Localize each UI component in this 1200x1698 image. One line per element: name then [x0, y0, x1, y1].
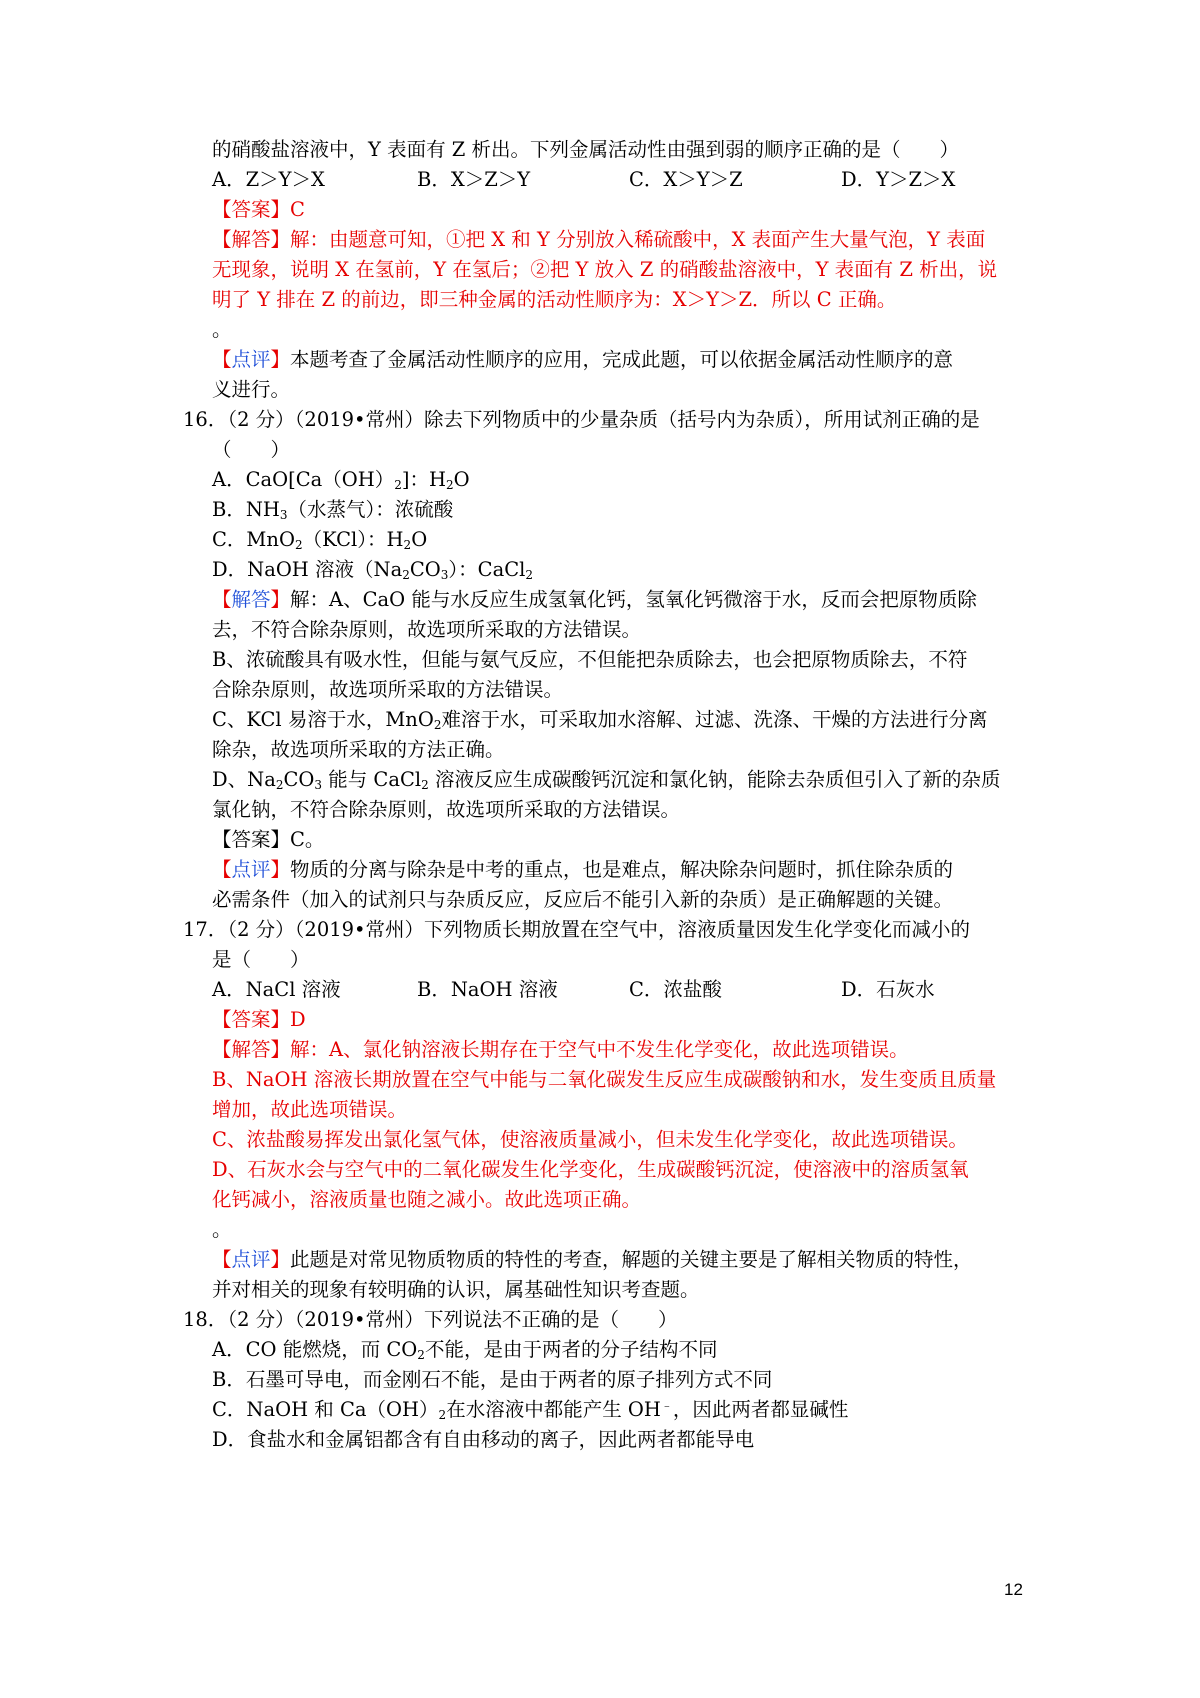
comment-tag: 点评 [231, 348, 271, 371]
text: D、Na [212, 768, 276, 791]
q16-paren: （ ） [212, 438, 291, 461]
text: ]：H [401, 468, 447, 491]
q17-explain-line-1 [212, 1035, 909, 1065]
q15-options [212, 165, 955, 195]
text: A．CaO[Ca（OH） [212, 468, 395, 491]
superscript: ﹣ [660, 1398, 673, 1412]
text: A．CO 能燃烧，而 CO [212, 1338, 418, 1361]
subscript: 2 [446, 478, 454, 492]
q18-option-d: D．食盐水和金属铝都含有自由移动的离子，因此两者都能导电 [212, 1428, 755, 1451]
q17-option-d: D．石灰水 [841, 978, 935, 1001]
subscript: 2 [525, 568, 533, 582]
answer-value: D [290, 1008, 306, 1031]
q16-explain-a-line-2: 去，不符合除杂原则，故选项所采取的方法错误。 [212, 618, 642, 641]
q16-option-d [212, 555, 533, 585]
explain-tag: 解答 [231, 588, 271, 611]
q16-explain-d-line-1 [212, 765, 1000, 795]
text: CO [409, 558, 441, 581]
q16-explain-b-line-1: B、浓硫酸具有吸水性，但能与氨气反应，不但能把杂质除去，也会把原物质除去，不符 [212, 648, 968, 671]
q15-option-b: B．X＞Z＞Y [417, 168, 531, 191]
q16-explain-c-line-1 [212, 705, 988, 735]
comment-tag: 点评 [231, 1248, 271, 1271]
q18-option-b: B．石墨可导电，而金刚石不能，是由于两者的原子排列方式不同 [212, 1368, 773, 1391]
q15-explain-line-1 [212, 225, 985, 255]
subscript: 2 [438, 1408, 447, 1422]
text: 难溶于水，可采取加水溶解、过滤、洗涤、干燥的方法进行分离 [441, 708, 988, 731]
q15-stem: 的硝酸盐溶液中，Y 表面有 Z 析出。下列金属活动性由强到弱的顺序正确的是（ ） [212, 138, 960, 161]
q17-explain-line-5: D、石灰水会与空气中的二氧化碳发生化学变化，生成碳酸钙沉淀，使溶液中的溶质氢氧 [212, 1158, 969, 1181]
q17-explain-line-3: 增加，故此选项错误。 [212, 1098, 408, 1121]
q15-explain-line-3: 明了 Y 排在 Z 的前边，即三种金属的活动性顺序为：X＞Y＞Z．所以 C 正确。 [212, 288, 897, 311]
text: ，因此两者都显碱性 [672, 1398, 849, 1421]
q18-option-c [212, 1395, 848, 1425]
text: 能与 CaCl [322, 768, 422, 791]
comment-tag-bracket: 【 [212, 348, 232, 371]
comment-text: 此题是对常见物质物质的特性的考查，解题的关键主要是了解相关物质的特性， [290, 1248, 973, 1271]
q17-stem: 17．（2 分）（2019•常州）下列物质长期放置在空气中，溶液质量因发生化学变化而减小的 [183, 918, 971, 941]
q18-stem: 18．（2 分）（2019•常州）下列说法不正确的是（ ） [183, 1308, 678, 1331]
page-number: 12 [1004, 1580, 1023, 1599]
comment-tag-bracket: 】 [270, 348, 291, 371]
explain-tag-bracket: 】 [270, 588, 291, 611]
explain-tag-bracket: 【 [212, 588, 232, 611]
q15-option-a: A．Z＞Y＞X [212, 168, 325, 191]
q15-answer [212, 195, 305, 225]
q17-dot: 。 [212, 1218, 232, 1241]
q17-options [212, 975, 935, 1005]
text: （水蒸气）：浓硫酸 [287, 498, 454, 521]
subscript: 2 [417, 1348, 425, 1362]
q15-option-c: C．X＞Y＞Z [629, 168, 743, 191]
q17-comment-line-2: 并对相关的现象有较明确的认识，属基础性知识考查题。 [212, 1278, 700, 1301]
answer-tag: 【答案】 [212, 198, 291, 221]
comment-tag-bracket: 】 [270, 1248, 291, 1271]
explain-tag: 【解答】 [212, 228, 291, 251]
q16-explain-b-line-2: 合除杂原则，故选项所采取的方法错误。 [212, 678, 564, 701]
comment-tag-bracket: 】 [270, 858, 291, 881]
explain-tag: 【解答】 [212, 1038, 291, 1061]
text: （KCl）：H [302, 528, 404, 551]
text: O [411, 528, 428, 551]
q17-comment-line-1 [212, 1245, 973, 1275]
subscript: 2 [394, 478, 402, 492]
q17-option-a: A．NaCl 溶液 [212, 978, 341, 1001]
subscript: 2 [294, 538, 303, 552]
explain-text: 解：A、氯化钠溶液长期存在于空气中不发生化学变化，故此选项错误。 [290, 1038, 909, 1061]
subscript: 3 [279, 508, 288, 522]
text: 在水溶液中都能产生 OH [446, 1398, 661, 1421]
q17-explain-line-6: 化钙减小，溶液质量也随之减小。故此选项正确。 [212, 1188, 642, 1211]
comment-tag-bracket: 【 [212, 1248, 232, 1271]
subscript: 2 [433, 718, 442, 732]
subscript: 2 [402, 568, 410, 582]
q16-option-b [212, 495, 453, 525]
text: D．NaOH 溶液（Na [212, 558, 403, 581]
text: C．NaOH 和 Ca（OH） [212, 1398, 439, 1421]
q15-option-d: D．Y＞Z＞X [841, 168, 956, 191]
explain-text: 解：由题意可知，①把 X 和 Y 分别放入稀硫酸中，X 表面产生大量气泡，Y 表面 [290, 228, 986, 251]
comment-tag-bracket: 【 [212, 858, 232, 881]
text: C、KCl 易溶于水，MnO [212, 708, 434, 731]
subscript: 2 [421, 778, 429, 792]
q17-option-b: B．NaOH 溶液 [417, 978, 558, 1001]
q17-explain-line-2: B、NaOH 溶液长期放置在空气中能与二氧化碳发生反应生成碳酸钠和水，发生变质且质量 [212, 1068, 997, 1091]
text: 溶液反应生成碳酸钙沉淀和氯化钠，能除去杂质但引入了新的杂质 [428, 768, 1001, 791]
q15-comment-line-1 [212, 345, 953, 375]
comment-tag: 点评 [231, 858, 271, 881]
q16-answer: 【答案】C。 [212, 828, 325, 851]
q15-explain-line-2: 无现象，说明 X 在氢前，Y 在氢后；②把 Y 放入 Z 的硝酸盐溶液中，Y 表面有 Z 析出，说 [212, 258, 998, 281]
answer-tag: 【答案】 [212, 1008, 291, 1031]
text: 不能，是由于两者的分子结构不同 [424, 1338, 718, 1361]
q17-option-c: C．浓盐酸 [629, 978, 722, 1001]
text: B．NH [212, 498, 280, 521]
comment-text: 本题考查了金属活动性顺序的应用，完成此题，可以依据金属活动性顺序的意 [290, 348, 954, 371]
q16-stem: 16．（2 分）（2019•常州）除去下列物质中的少量杂质（括号内为杂质），所用试剂正确的是 [183, 408, 980, 431]
q15-dot: 。 [212, 318, 232, 341]
text: CO [283, 768, 315, 791]
explain-text: 解：A、CaO 能与水反应生成氢氧化钙，氢氧化钙微溶于水，反而会把原物质除 [290, 588, 977, 611]
subscript: 2 [275, 778, 284, 792]
answer-value: C [290, 198, 305, 221]
q16-comment-line-2: 必需条件（加入的试剂只与杂质反应，反应后不能引入新的杂质）是正确解题的关键。 [212, 888, 954, 911]
subscript: 3 [440, 568, 449, 582]
q16-option-a [212, 465, 470, 495]
comment-text: 物质的分离与除杂是中考的重点，也是难点，解决除杂问题时，抓住除杂质的 [290, 858, 954, 881]
q16-comment-line-1 [212, 855, 953, 885]
text: ）：CaCl [448, 558, 526, 581]
q17-answer [212, 1005, 306, 1035]
text: C．MnO [212, 528, 295, 551]
q16-explain-d-line-2: 氯化钠，不符合除杂原则，故选项所采取的方法错误。 [212, 798, 681, 821]
q15-comment-line-2: 义进行。 [212, 378, 291, 401]
subscript: 3 [314, 778, 323, 792]
q16-option-c [212, 525, 427, 555]
text: O [453, 468, 470, 491]
q16-explain-c-line-2: 除杂，故选项所采取的方法正确。 [212, 738, 505, 761]
q17-stem-line-2: 是（ ） [212, 948, 310, 971]
q18-option-a [212, 1335, 717, 1365]
q16-explain-a-line-1 [212, 585, 977, 615]
q17-explain-line-4: C、浓盐酸易挥发出氯化氢气体，使溶液质量减小，但未发生化学变化，故此选项错误。 [212, 1128, 968, 1151]
subscript: 2 [403, 538, 412, 552]
